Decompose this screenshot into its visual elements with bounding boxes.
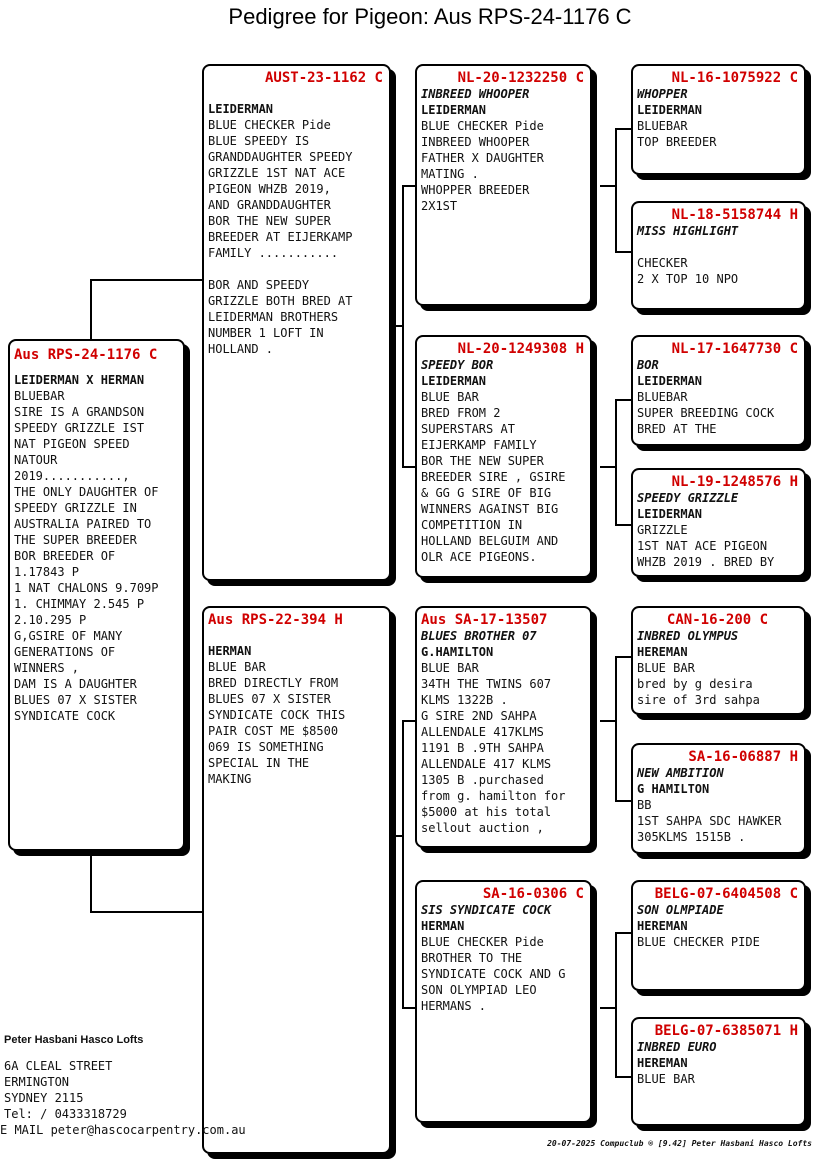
breeder-name: LEIDERMAN <box>421 374 487 388</box>
breeder-name: G.HAMILTON <box>421 645 494 659</box>
connector-line <box>600 466 616 468</box>
sire-sire-sire-card <box>631 64 806 175</box>
detail-line: FAMILY ........... <box>208 246 339 260</box>
connector-line <box>90 279 92 341</box>
detail-line: BB <box>637 798 652 812</box>
page-title: Pedigree for Pigeon: Aus RPS-24-1176 C <box>228 4 632 29</box>
detail-line: BOR THE NEW SUPER <box>421 454 544 468</box>
detail-line: ALLENDALE 417KLMS <box>421 725 544 739</box>
detail-line: ALLENDALE 417 KLMS <box>421 757 552 771</box>
detail-line: AND GRANDDAUGHTER <box>208 198 331 212</box>
detail-line: TOP BREEDER <box>637 135 717 149</box>
connector-line <box>402 720 404 1008</box>
detail-line: GRIZZLE BOTH BRED AT <box>208 294 353 308</box>
detail-line: PIGEON WHZB 2019, <box>208 182 331 196</box>
detail-line: GRIZZLE <box>637 523 688 537</box>
detail-line: 2019..........., <box>14 469 130 483</box>
ring-number: BELG-07-6404508 C <box>654 886 798 902</box>
detail-line: SYNDICATE COCK THIS <box>208 708 346 722</box>
detail-line: MAKING <box>208 772 252 786</box>
breeder-name: HERMAN <box>421 919 465 933</box>
detail-line: SPECIAL IN THE <box>208 756 310 770</box>
detail-line: BOR BREEDER OF <box>14 549 116 563</box>
detail-line: from g. hamilton for <box>421 789 566 803</box>
detail-line: BOR AND SPEEDY <box>208 278 310 292</box>
detail-line: SON OLYMPIAD LEO <box>421 983 537 997</box>
detail-line: MATING . <box>421 167 479 181</box>
detail-line: FATHER X DAUGHTER <box>421 151 544 165</box>
detail-line: 305KLMS 1515B . <box>637 830 746 844</box>
owner-name: Peter Hasbani Hasco Lofts <box>4 1034 144 1046</box>
detail-line: OLR ACE PIGEONS. <box>421 550 537 564</box>
detail-line: WHZB 2019 . BRED BY <box>637 555 775 569</box>
detail-line: 1ST SAHPA SDC HAWKER <box>637 814 782 828</box>
connector-line <box>90 850 92 912</box>
detail-line: 34TH THE TWINS 607 <box>421 677 552 691</box>
detail-line: BRED FROM 2 <box>421 406 501 420</box>
pigeon-name: WHOPPER <box>637 87 688 101</box>
sire-dam-sire-card <box>631 335 806 446</box>
breeder-name: LEIDERMAN <box>637 103 703 117</box>
detail-line: AUSTRALIA PAIRED TO <box>14 517 152 531</box>
breeder-name: HERMAN <box>208 644 252 658</box>
detail-line: 1ST NAT ACE PIGEON <box>637 539 768 553</box>
dam-dam-dam-card <box>631 1017 806 1126</box>
dam-sire-dam-card <box>631 743 806 854</box>
pigeon-name: SPEEDY BOR <box>421 358 494 372</box>
detail-line: 1. CHIMMAY 2.545 P <box>14 597 145 611</box>
detail-line: THE ONLY DAUGHTER OF <box>14 485 159 499</box>
detail-line: SIRE IS A GRANDSON <box>14 405 145 419</box>
blank-line <box>208 261 385 277</box>
breeder-name: HEREMAN <box>637 1056 688 1070</box>
connector-line <box>90 279 204 281</box>
breeder-name: LEIDERMAN <box>208 102 274 116</box>
pigeon-name: SON OLMPIADE <box>637 903 724 917</box>
detail-line: 1305 B .purchased <box>421 773 544 787</box>
detail-line: BLUE CHECKER PIDE <box>637 935 760 949</box>
dam-dam-sire-card <box>631 880 806 991</box>
ring-number: NL-20-1232250 C <box>457 70 584 86</box>
detail-line: WINNERS , <box>14 661 80 675</box>
connector-line <box>389 835 403 837</box>
detail-line: BLUEBAR <box>637 390 688 404</box>
connector-line <box>600 185 616 187</box>
breeder-name: LEIDERMAN X HERMAN <box>14 373 145 387</box>
detail-line: 069 IS SOMETHING <box>208 740 324 754</box>
subject-card <box>8 339 185 851</box>
detail-line: COMPETITION IN <box>421 518 523 532</box>
detail-line: BLUE CHECKER Pide <box>421 935 544 949</box>
detail-line: BLUE BAR <box>208 660 266 674</box>
detail-line: NUMBER 1 LOFT IN <box>208 326 324 340</box>
owner-email: E MAIL peter@hascocarpentry.com.au <box>0 1123 246 1137</box>
connector-line <box>389 325 403 327</box>
pigeon-name: SPEEDY GRIZZLE <box>637 491 739 505</box>
detail-line: HOLLAND BELGUIM AND <box>421 534 559 548</box>
detail-line: G,GSIRE OF MANY <box>14 629 123 643</box>
ring-number: NL-17-1647730 C <box>671 341 798 357</box>
detail-line: THE SUPER BREEDER <box>14 533 137 547</box>
detail-line: & GG G SIRE OF BIG <box>421 486 552 500</box>
detail-line: LEIDERMAN BROTHERS <box>208 310 339 324</box>
ring-number: Aus RPS-24-1176 C <box>14 347 158 363</box>
address-line: 6A CLEAL STREET <box>4 1059 113 1073</box>
detail-line: DAM IS A DAUGHTER <box>14 677 137 691</box>
connector-line <box>615 128 617 252</box>
detail-line: GENERATIONS OF <box>14 645 116 659</box>
connector-line <box>615 932 617 1077</box>
detail-line: BLUE BAR <box>637 1072 695 1086</box>
ring-number: NL-16-1075922 C <box>671 70 798 86</box>
detail-line: 1191 B .9TH SAHPA <box>421 741 544 755</box>
breeder-name <box>637 239 800 255</box>
dam-sire-sire-card <box>631 606 806 715</box>
pigeon-name: BOR <box>637 358 659 372</box>
address-line: SYDNEY 2115 <box>4 1091 84 1105</box>
dam-dam-card <box>415 880 592 1123</box>
detail-line: BLUE CHECKER Pide <box>208 118 331 132</box>
detail-line: EIJERKAMP FAMILY <box>421 438 537 452</box>
detail-line: sellout auction , <box>421 821 544 835</box>
breeder-name: LEIDERMAN <box>637 374 703 388</box>
detail-line: BLUE BAR <box>637 661 695 675</box>
sire-card <box>202 64 391 581</box>
breeder-name: LEIDERMAN <box>637 507 703 521</box>
detail-line: BROTHER TO THE <box>421 951 523 965</box>
owner-info <box>0 1032 246 1138</box>
sire-sire-dam-card <box>631 201 806 310</box>
detail-line: bred by g desira <box>637 677 753 691</box>
breeder-name: HEREMAN <box>637 919 688 933</box>
pigeon-name: MISS HIGHLIGHT <box>637 224 739 238</box>
detail-line: HERMANS . <box>421 999 487 1013</box>
detail-line: WINNERS AGAINST BIG <box>421 502 559 516</box>
connector-line <box>90 911 204 913</box>
pigeon-name: BLUES BROTHER 07 <box>421 629 537 643</box>
address-line: ERMINGTON <box>4 1075 70 1089</box>
detail-line: SUPER BREEDING COCK <box>637 406 775 420</box>
detail-line: GRIZZLE 1ST NAT ACE <box>208 166 346 180</box>
detail-line: BLUE CHECKER Pide <box>421 119 544 133</box>
pigeon-name: NEW AMBITION <box>637 766 724 780</box>
pigeon-name: INBRED OLYMPUS <box>637 629 739 643</box>
detail-line: BLUES 07 X SISTER <box>14 693 137 707</box>
detail-line: BLUE SPEEDY IS <box>208 134 310 148</box>
detail-line: KLMS 1322B . <box>421 693 508 707</box>
connector-line <box>615 656 617 801</box>
ring-number: Aus RPS-22-394 H <box>208 612 343 628</box>
ring-number: SA-16-0306 C <box>482 886 584 902</box>
detail-line: 2 X TOP 10 NPO <box>637 272 739 286</box>
footer-text: 20-07-2025 Compuclub ® [9.42] Peter Hasbani Hasco Lofts <box>547 1139 812 1148</box>
detail-line: $5000 at his total <box>421 805 552 819</box>
detail-line: WHOPPER BREEDER <box>421 183 530 197</box>
detail-line: SYNDICATE COCK AND G <box>421 967 566 981</box>
detail-line: BRED AT THE <box>637 422 717 436</box>
ring-number: NL-20-1249308 H <box>457 341 584 357</box>
detail-line: SUPERSTARS AT <box>421 422 515 436</box>
ring-number: CAN-16-200 C <box>666 612 769 628</box>
connector-line <box>615 399 617 525</box>
dam-sire-card <box>415 606 592 848</box>
detail-line: 2.10.295 P <box>14 613 87 627</box>
detail-line: BLUE BAR <box>421 390 479 404</box>
breeder-name: G HAMILTON <box>637 782 710 796</box>
sire-dam-dam-card <box>631 468 806 577</box>
breeder-name: HEREMAN <box>637 645 688 659</box>
detail-line: 2X1ST <box>421 199 458 213</box>
detail-line: BLUEBAR <box>14 389 65 403</box>
ring-number: Aus SA-17-13507 <box>421 612 548 628</box>
pigeon-name: INBRED EURO <box>637 1040 717 1054</box>
ring-number: NL-19-1248576 H <box>671 474 798 490</box>
detail-line: BREEDER SIRE , GSIRE <box>421 470 566 484</box>
detail-line: NATOUR <box>14 453 58 467</box>
detail-line: BOR THE NEW SUPER <box>208 214 331 228</box>
detail-line: 1 NAT CHALONS 9.709P <box>14 581 159 595</box>
ring-number: SA-16-06887 H <box>688 749 798 765</box>
owner-phone: Tel: / 0433318729 <box>4 1107 127 1121</box>
detail-line: CHECKER <box>637 256 688 270</box>
detail-line: INBREED WHOOPER <box>421 135 530 149</box>
ring-number: BELG-07-6385071 H <box>654 1023 798 1039</box>
connector-line <box>600 720 616 722</box>
detail-line: 1.17843 P <box>14 565 80 579</box>
detail-line: sire of 3rd sahpa <box>637 693 760 707</box>
breeder-name: LEIDERMAN <box>421 103 487 117</box>
detail-line: BLUEBAR <box>637 119 688 133</box>
ring-number: NL-18-5158744 H <box>671 207 798 223</box>
detail-line: G SIRE 2ND SAHPA <box>421 709 537 723</box>
detail-line: PAIR COST ME $8500 <box>208 724 339 738</box>
detail-line: BLUES 07 X SISTER <box>208 692 331 706</box>
detail-line: NAT PIGEON SPEED <box>14 437 130 451</box>
pigeon-name: INBREED WHOOPER <box>421 87 530 101</box>
detail-line: SYNDICATE COCK <box>14 709 116 723</box>
detail-line: SPEEDY GRIZZLE IST <box>14 421 145 435</box>
detail-line: BRED DIRECTLY FROM <box>208 676 339 690</box>
detail-line: BREEDER AT EIJERKAMP <box>208 230 353 244</box>
pigeon-name: SIS SYNDICATE COCK <box>421 903 552 917</box>
detail-line: HOLLAND . <box>208 342 274 356</box>
detail-line: BLUE BAR <box>421 661 479 675</box>
sire-dam-card <box>415 335 592 578</box>
detail-line: SPEEDY GRIZZLE IN <box>14 501 137 515</box>
detail-line: GRANDDAUGHTER SPEEDY <box>208 150 353 164</box>
ring-number: AUST-23-1162 C <box>264 70 383 86</box>
connector-line <box>402 185 404 467</box>
sire-sire-card <box>415 64 592 306</box>
connector-line <box>600 1007 616 1009</box>
